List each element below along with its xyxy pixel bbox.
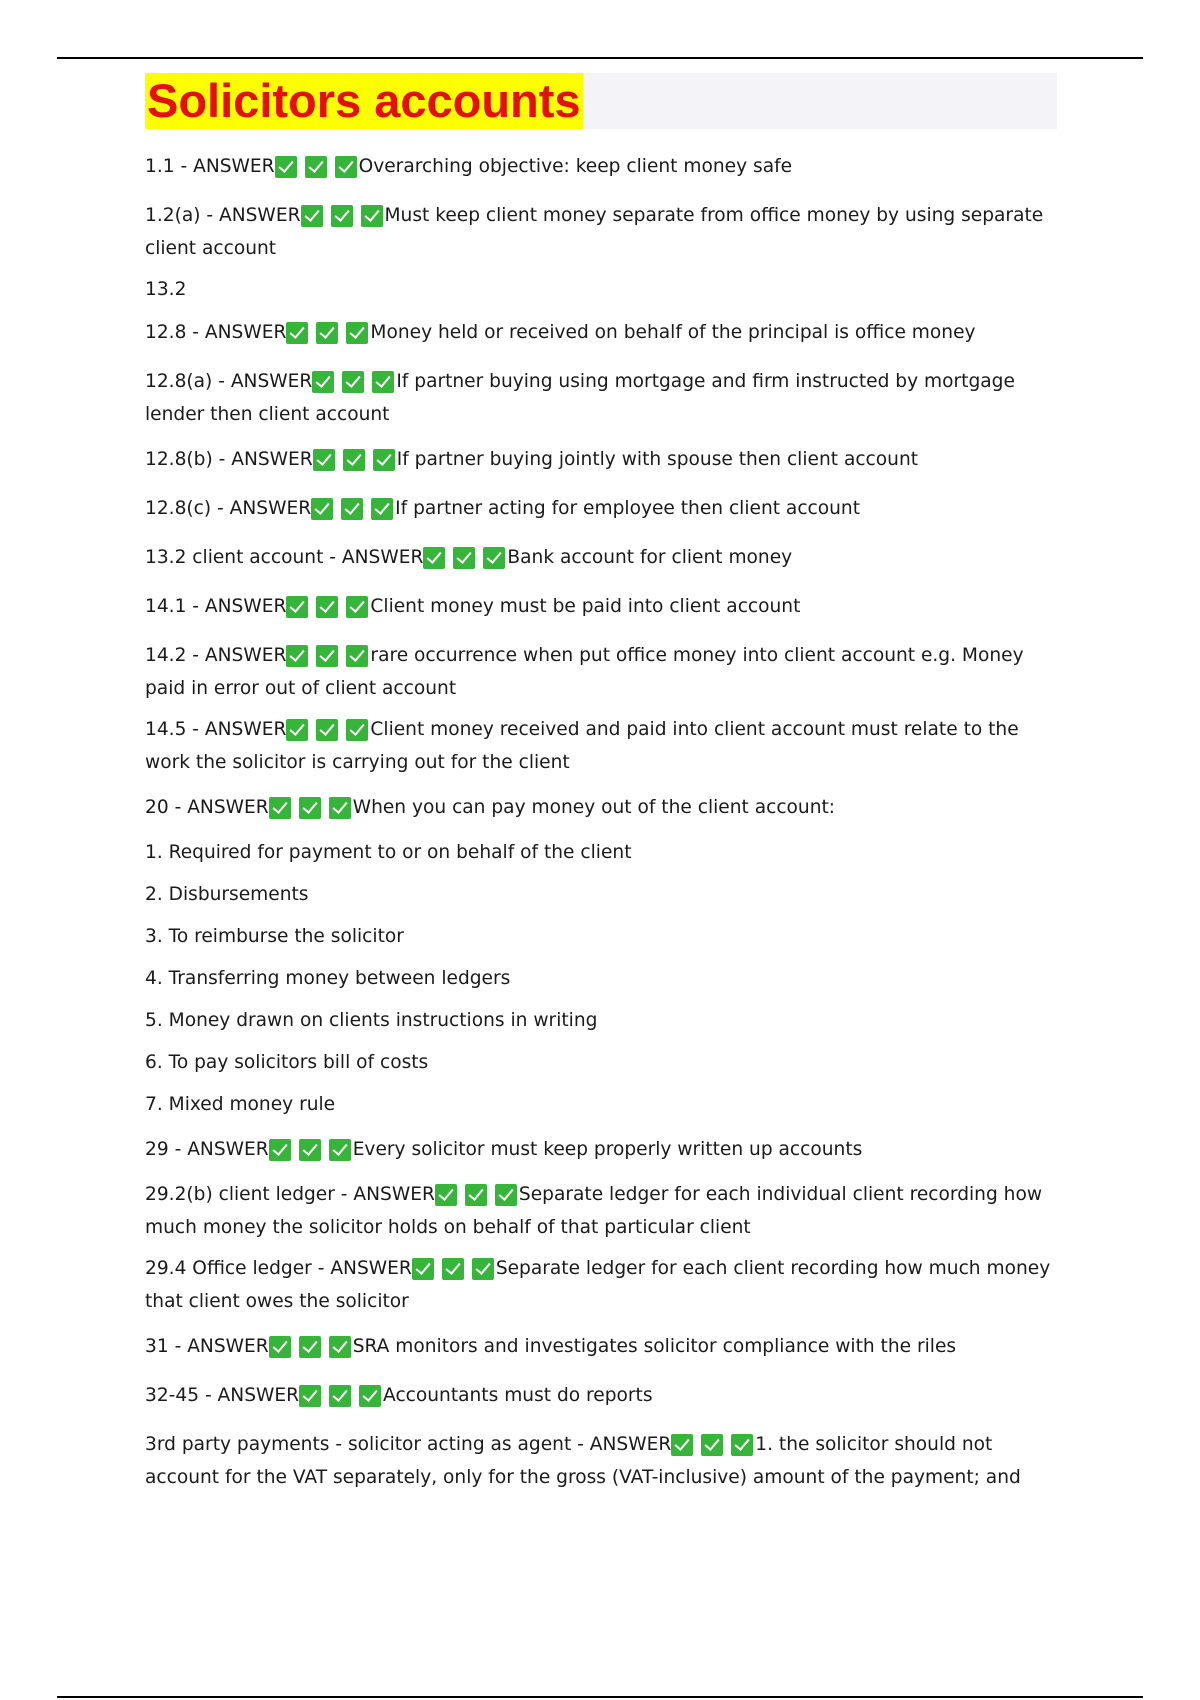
answer-check-marks — [269, 1139, 353, 1168]
green-check-icon — [472, 1258, 494, 1280]
answer-check-marks — [286, 645, 370, 674]
qa-item — [145, 1381, 1060, 1414]
text-line: 7. Mixed money rule — [145, 1094, 336, 1115]
question-label: 13.2 client account - ANSWER — [145, 547, 424, 568]
qa-item — [145, 641, 1060, 703]
question-label: 3rd party payments - solicitor acting as agent - ANSWER — [145, 1434, 672, 1455]
qa-item — [145, 1180, 1060, 1242]
answer-check-marks — [423, 547, 507, 576]
green-check-icon — [299, 1385, 321, 1407]
answer-check-marks — [286, 719, 370, 748]
green-check-icon — [329, 1139, 351, 1161]
green-check-icon — [313, 449, 335, 471]
green-check-icon — [423, 547, 445, 569]
question-label: 29 - ANSWER — [145, 1139, 269, 1160]
footer-rule — [57, 1696, 1143, 1698]
answer-text: When you can pay money out of the client account: — [352, 797, 836, 818]
qa-item — [145, 367, 1060, 429]
answer-text: If partner buying using mortgage and firm instructed by mortgage lender then client account — [145, 371, 1015, 425]
green-check-icon — [269, 1139, 291, 1161]
qa-item — [145, 793, 1060, 826]
qa-item — [145, 318, 1060, 351]
answer-check-marks — [301, 205, 385, 234]
qa-item — [145, 715, 1060, 777]
green-check-icon — [301, 205, 323, 227]
question-label: 1.1 - ANSWER — [145, 156, 275, 177]
qa-item — [145, 494, 1060, 527]
green-check-icon — [305, 156, 327, 178]
green-check-icon — [269, 1336, 291, 1358]
green-check-icon — [329, 1336, 351, 1358]
green-check-icon — [453, 547, 475, 569]
text-line: 3. To reimburse the solicitor — [145, 926, 404, 947]
green-check-icon — [346, 322, 368, 344]
answer-text: If partner buying jointly with spouse then client account — [396, 449, 919, 470]
green-check-icon — [361, 205, 383, 227]
answer-check-marks — [269, 1336, 353, 1365]
question-label: 12.8 - ANSWER — [145, 322, 287, 343]
green-check-icon — [311, 498, 333, 520]
green-check-icon — [701, 1434, 723, 1456]
answer-text: Overarching objective: keep client money safe — [358, 156, 793, 177]
answer-check-marks — [275, 156, 359, 185]
answer-text: If partner acting for employee then client account — [395, 498, 861, 519]
question-label: 12.8(a) - ANSWER — [145, 371, 313, 392]
document-title: Solicitors accounts — [147, 74, 581, 127]
green-check-icon — [312, 371, 334, 393]
answer-check-marks — [435, 1184, 519, 1213]
green-check-icon — [341, 498, 363, 520]
text-line: 4. Transferring money between ledgers — [145, 968, 511, 989]
green-check-icon — [671, 1434, 693, 1456]
green-check-icon — [346, 596, 368, 618]
green-check-icon — [275, 156, 297, 178]
green-check-icon — [331, 205, 353, 227]
green-check-icon — [412, 1258, 434, 1280]
green-check-icon — [435, 1184, 457, 1206]
answer-text: Client money received and paid into client account must relate to the work the solicitor is carrying out for the client — [145, 719, 1019, 773]
answer-check-marks — [286, 596, 370, 625]
green-check-icon — [286, 719, 308, 741]
text-line: 6. To pay solicitors bill of costs — [145, 1052, 429, 1073]
answer-text: Every solicitor must keep properly written up accounts — [352, 1139, 863, 1160]
answer-text: Money held or received on behalf of the principal is office money — [370, 322, 976, 343]
question-label: 31 - ANSWER — [145, 1336, 269, 1357]
qa-item — [145, 592, 1060, 625]
question-label: 14.2 - ANSWER — [145, 645, 287, 666]
qa-item — [145, 543, 1060, 576]
answer-text: Separate ledger for each individual client recording how much money the solicitor holds on behalf of that particular client — [145, 1184, 1043, 1238]
green-check-icon — [316, 645, 338, 667]
question-label: 20 - ANSWER — [145, 797, 269, 818]
qa-item — [145, 1430, 1060, 1492]
green-check-icon — [346, 645, 368, 667]
green-check-icon — [372, 371, 394, 393]
green-check-icon — [316, 596, 338, 618]
answer-text: SRA monitors and investigates solicitor compliance with the riles — [352, 1336, 957, 1357]
question-label: 29.4 Office ledger - ANSWER — [145, 1258, 412, 1279]
answer-text: Accountants must do reports — [383, 1385, 653, 1406]
answer-check-marks — [412, 1258, 496, 1287]
green-check-icon — [286, 645, 308, 667]
question-label: 1.2(a) - ANSWER — [145, 205, 301, 226]
answer-check-marks — [313, 449, 397, 478]
answer-check-marks — [312, 371, 396, 400]
green-check-icon — [442, 1258, 464, 1280]
green-check-icon — [299, 1139, 321, 1161]
question-label: 29.2(b) client ledger - ANSWER — [145, 1184, 435, 1205]
green-check-icon — [483, 547, 505, 569]
answer-text: 1. the solicitor should not account for the VAT separately, only for the gross (VAT-inclusive) amount of the payment; and — [145, 1434, 1021, 1488]
green-check-icon — [343, 449, 365, 471]
qa-item — [145, 201, 1060, 263]
qa-item — [145, 152, 1060, 185]
question-label: 14.5 - ANSWER — [145, 719, 287, 740]
green-check-icon — [342, 371, 364, 393]
answer-text: Bank account for client money — [507, 547, 793, 568]
text-line: 5. Money drawn on clients instructions in writing — [145, 1010, 598, 1031]
green-check-icon — [371, 498, 393, 520]
green-check-icon — [359, 1385, 381, 1407]
question-label: 12.8(b) - ANSWER — [145, 449, 313, 470]
answer-check-marks — [299, 1385, 383, 1414]
green-check-icon — [316, 322, 338, 344]
green-check-icon — [329, 797, 351, 819]
text-line: 2. Disbursements — [145, 884, 309, 905]
text-line: 13.2 — [145, 279, 187, 300]
question-label: 14.1 - ANSWER — [145, 596, 287, 617]
question-label: 32-45 - ANSWER — [145, 1385, 300, 1406]
question-label: 12.8(c) - ANSWER — [145, 498, 312, 519]
green-check-icon — [316, 719, 338, 741]
green-check-icon — [495, 1184, 517, 1206]
green-check-icon — [465, 1184, 487, 1206]
qa-item — [145, 1254, 1060, 1316]
green-check-icon — [329, 1385, 351, 1407]
green-check-icon — [299, 797, 321, 819]
answer-check-marks — [311, 498, 395, 527]
green-check-icon — [346, 719, 368, 741]
qa-item — [145, 1332, 1060, 1365]
qa-list — [145, 152, 1060, 1492]
green-check-icon — [269, 797, 291, 819]
green-check-icon — [286, 596, 308, 618]
green-check-icon — [731, 1434, 753, 1456]
qa-item — [145, 445, 1060, 478]
header-rule — [57, 57, 1143, 59]
qa-item — [145, 1135, 1060, 1168]
green-check-icon — [286, 322, 308, 344]
answer-check-marks — [269, 797, 353, 826]
green-check-icon — [373, 449, 395, 471]
green-check-icon — [299, 1336, 321, 1358]
answer-text: Separate ledger for each client recording how much money that client owes the solicitor — [145, 1258, 1051, 1312]
green-check-icon — [335, 156, 357, 178]
answer-text: rare occurrence when put office money into client account e.g. Money paid in error out of client account — [145, 645, 1024, 699]
text-line: 1. Required for payment to or on behalf of the client — [145, 842, 632, 863]
answer-text: Client money must be paid into client account — [370, 596, 801, 617]
answer-check-marks — [286, 322, 370, 351]
answer-text: Must keep client money separate from office money by using separate client account — [145, 205, 1044, 259]
answer-check-marks — [671, 1434, 755, 1463]
